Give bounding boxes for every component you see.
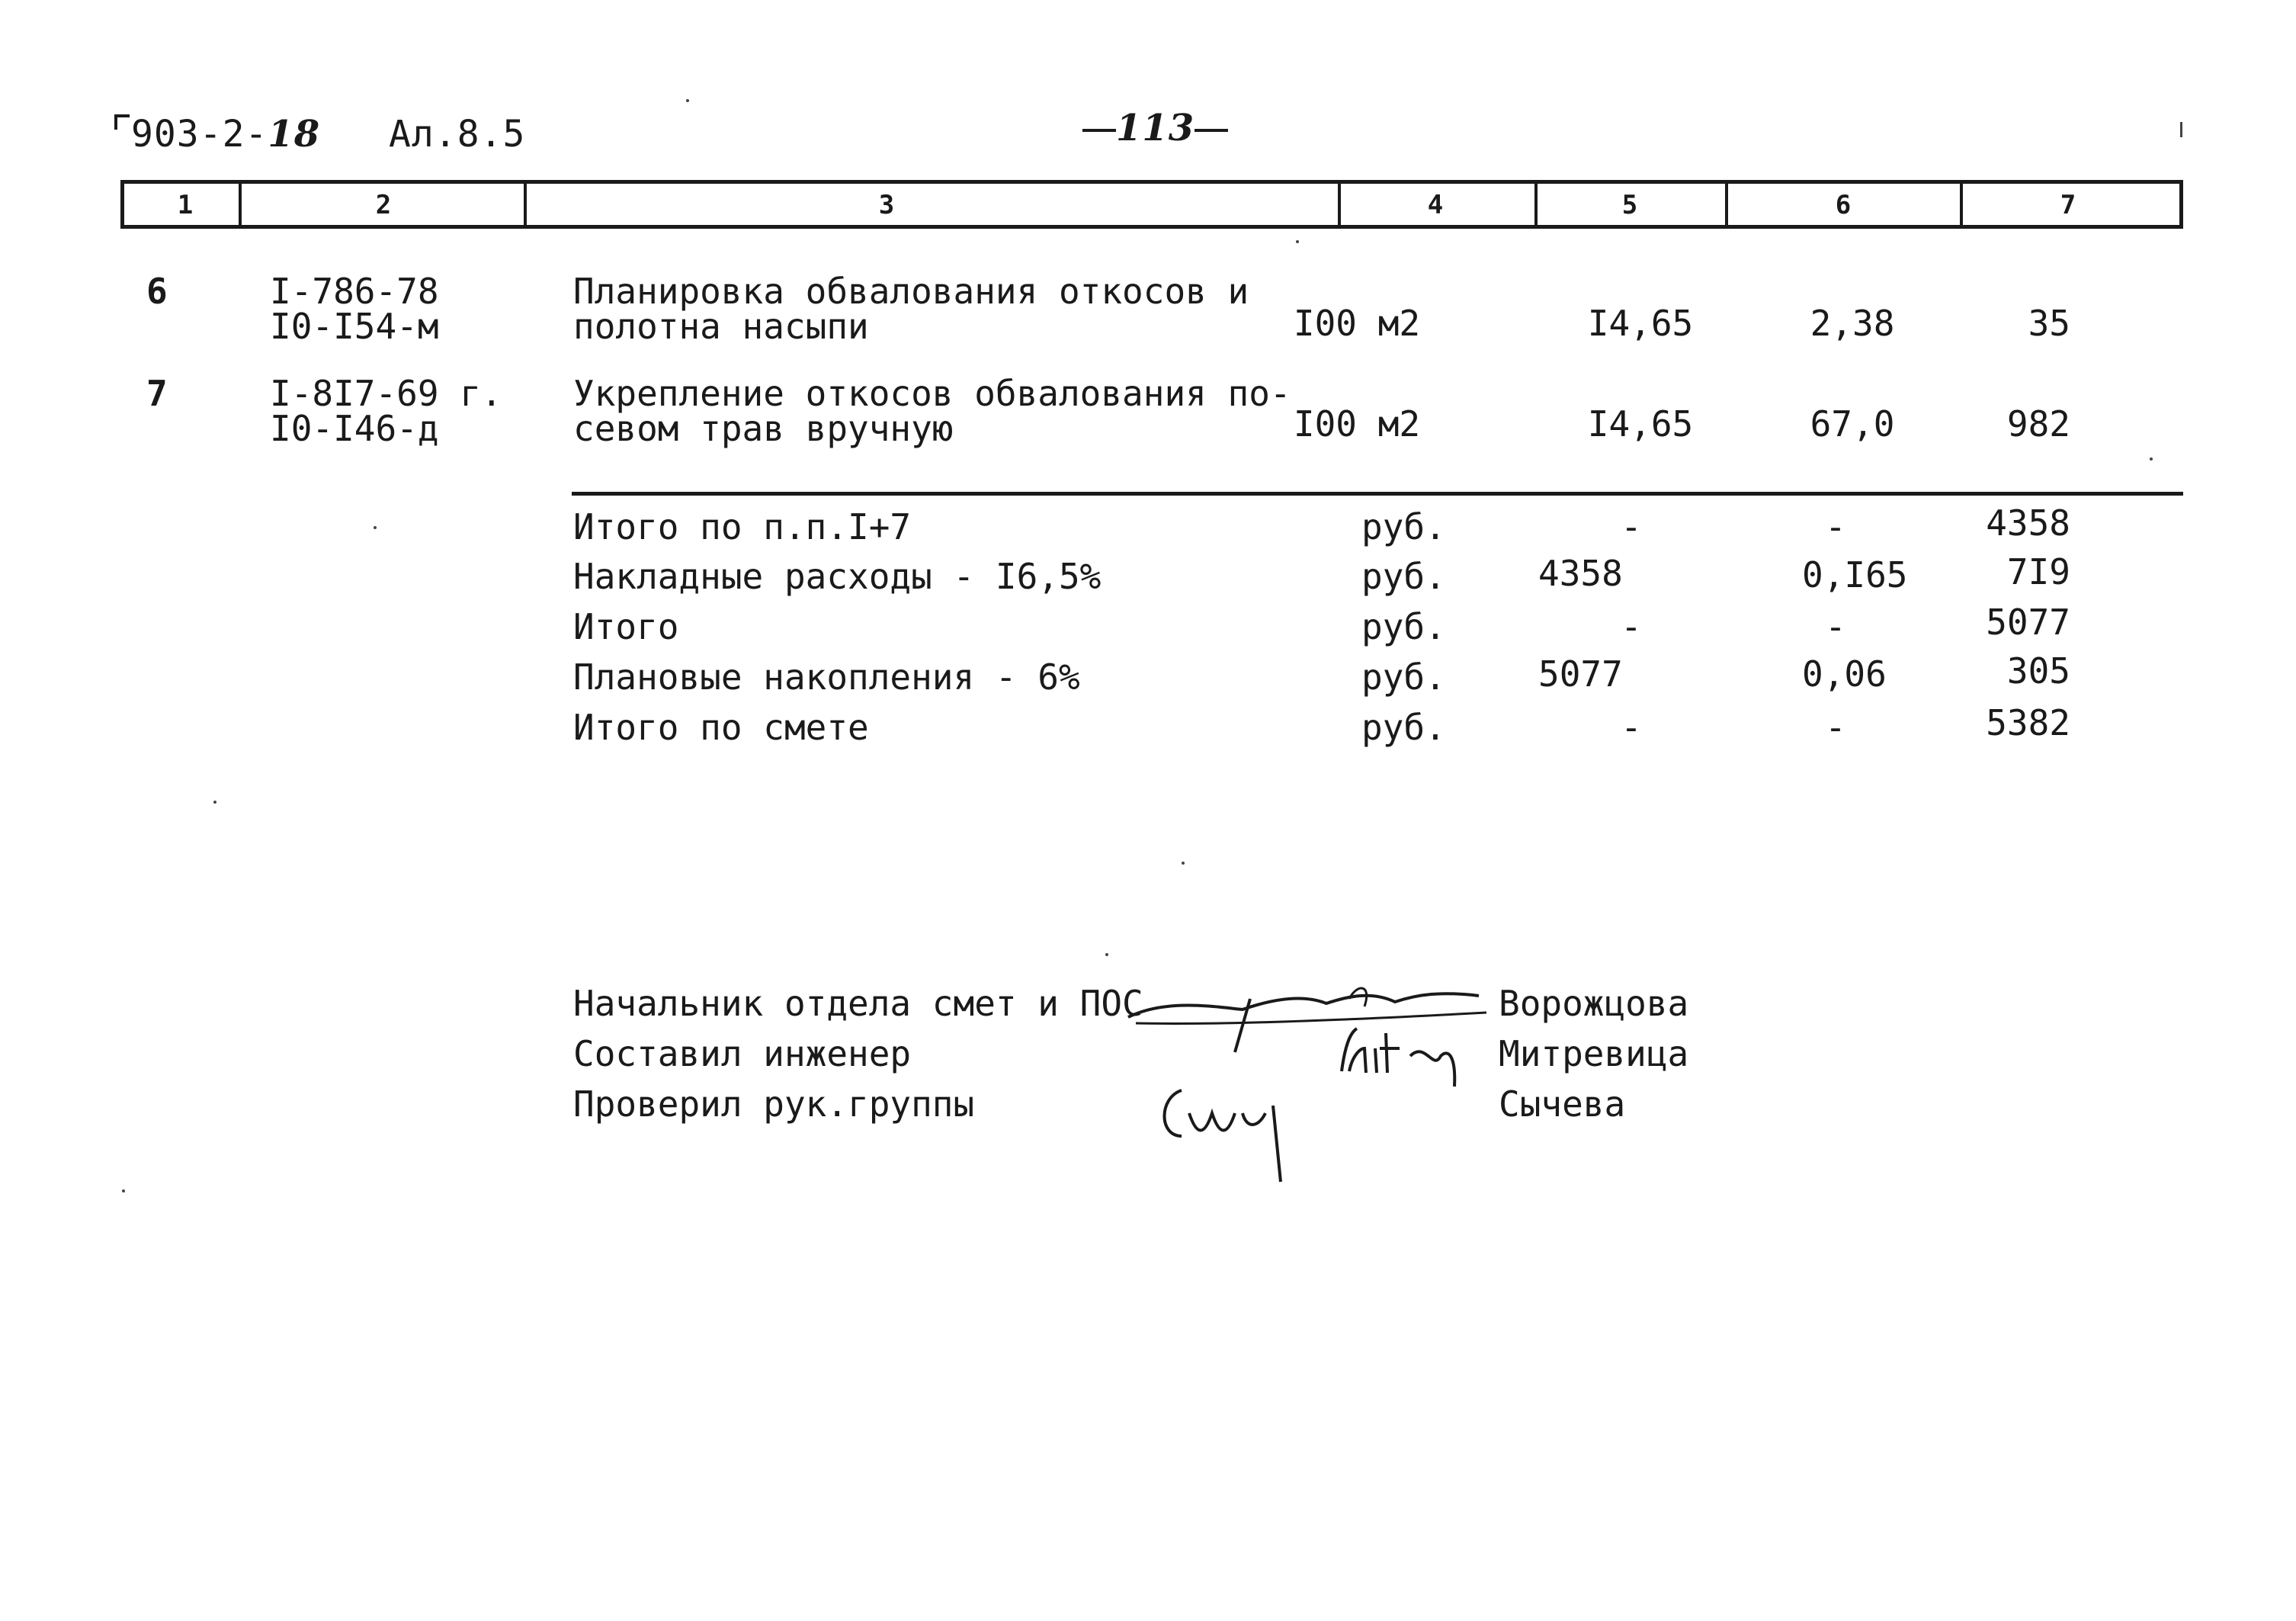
- row-price: 2,38: [1810, 303, 1895, 344]
- column-number-4: 4: [1427, 190, 1444, 220]
- doc-code: [131, 113, 320, 156]
- totals-base: -: [1621, 606, 1642, 647]
- column-header: [120, 180, 2183, 229]
- totals-rate: 0,I65: [1802, 554, 1908, 595]
- row-description-line-1: Укрепление откосов обвалования по-: [573, 373, 1291, 414]
- row-description-line-1: Планировка обвалования откосов и: [573, 271, 1249, 312]
- totals-base: 5077: [1538, 653, 1623, 695]
- totals-amount: 305: [2006, 650, 2070, 692]
- row-code-line-1: I-8I7-69 г.: [270, 373, 502, 414]
- corner-mark: [114, 114, 130, 130]
- totals-label: Плановые накопления - 6%: [573, 656, 1080, 698]
- totals-unit: руб.: [1361, 707, 1446, 748]
- signature-role: Начальник отдела смет и ПОС: [573, 983, 1143, 1024]
- column-number-2: 2: [375, 190, 392, 220]
- row-code-line-2: I0-I46-д: [270, 408, 439, 449]
- signature-name: Сычева: [1499, 1083, 1626, 1125]
- totals-label: Итого по смете: [573, 707, 869, 748]
- handwritten-signature: [1151, 1075, 1304, 1189]
- row-total: 982: [2006, 403, 2070, 445]
- totals-base: -: [1621, 707, 1642, 748]
- column-number-7: 7: [2060, 190, 2076, 220]
- row-description-line-2: севом трав вручную: [573, 408, 954, 449]
- signature-role: Проверил рук.группы: [573, 1083, 975, 1125]
- row-description-line-2: полотна насыпи: [573, 306, 869, 347]
- signature-name: Ворожцова: [1499, 983, 1689, 1024]
- totals-amount: 7I9: [2006, 551, 2070, 592]
- totals-unit: руб.: [1361, 556, 1446, 597]
- row-price: 67,0: [1810, 403, 1895, 445]
- column-number-5: 5: [1621, 190, 1638, 220]
- row-unit: I00 м2: [1293, 403, 1421, 445]
- signature-role: Составил инженер: [573, 1033, 912, 1074]
- row-code-line-2: I0-I54-м: [270, 306, 439, 347]
- doc-code-suffix: 18: [268, 113, 321, 156]
- totals-amount: 5382: [1986, 702, 2070, 743]
- doc-code-prefix: 903-2-: [131, 113, 268, 156]
- album-label: Ал.8.5: [389, 113, 526, 156]
- column-number-3: 3: [878, 190, 895, 220]
- totals-separator: [572, 492, 2183, 496]
- handwritten-signature: [1326, 1018, 1479, 1094]
- totals-base: 4358: [1538, 553, 1623, 594]
- totals-label: Накладные расходы - I6,5%: [573, 556, 1102, 597]
- row-code-line-1: I-786-78: [270, 271, 439, 312]
- column-number-6: 6: [1835, 190, 1852, 220]
- totals-label: Итого по п.п.I+7: [573, 506, 912, 547]
- row-total: 35: [2028, 303, 2070, 344]
- page-number: [1082, 107, 1228, 149]
- row-unit: I00 м2: [1293, 303, 1421, 344]
- totals-base: -: [1621, 506, 1642, 547]
- page-number-value: 113: [1116, 107, 1195, 149]
- totals-amount: 4358: [1986, 502, 2070, 544]
- row-number: 6: [146, 271, 168, 312]
- totals-unit: руб.: [1361, 656, 1446, 698]
- totals-rate: 0,06: [1802, 653, 1887, 695]
- totals-unit: руб.: [1361, 606, 1446, 647]
- row-number: 7: [146, 373, 168, 414]
- totals-label: Итого: [573, 606, 679, 647]
- totals-rate: -: [1825, 606, 1846, 647]
- signature-name: Митревица: [1499, 1033, 1689, 1074]
- totals-rate: -: [1825, 506, 1846, 547]
- totals-unit: руб.: [1361, 506, 1446, 547]
- row-quantity: I4,65: [1587, 303, 1694, 344]
- row-quantity: I4,65: [1587, 403, 1694, 445]
- totals-amount: 5077: [1986, 602, 2070, 643]
- column-number-1: 1: [177, 190, 194, 220]
- totals-rate: -: [1825, 707, 1846, 748]
